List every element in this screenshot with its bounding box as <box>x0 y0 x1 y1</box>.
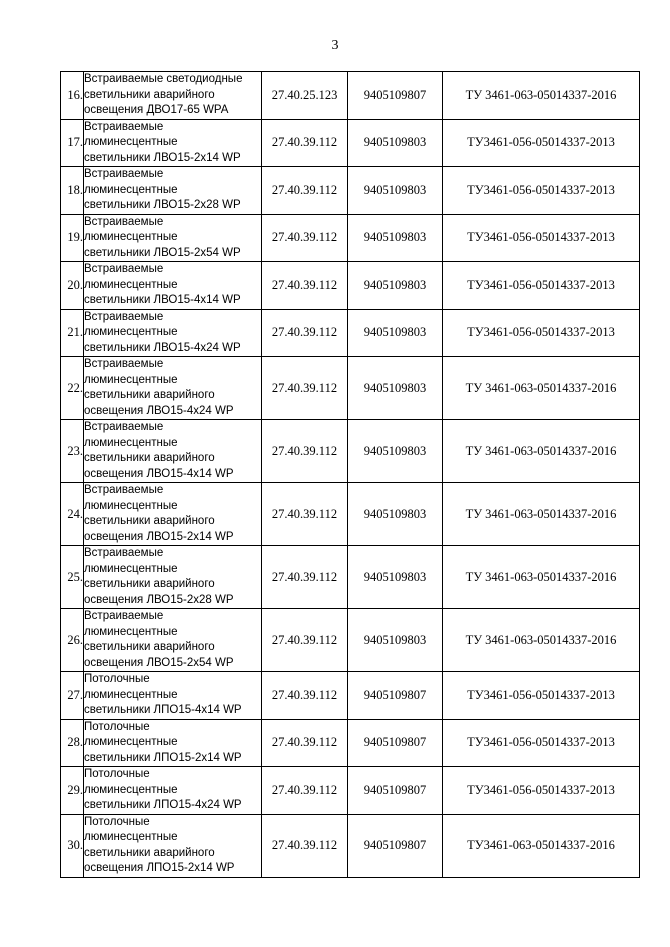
okpd-code: 27.40.39.112 <box>262 262 348 310</box>
tnved-code: 9405109807 <box>348 767 443 815</box>
product-name: Потолочные люминесцентные светильники аварийного освещения ЛПО15-2х14 WP <box>84 814 262 877</box>
table-row <box>61 262 640 310</box>
okpd-code: 27.40.39.112 <box>262 719 348 767</box>
table-row <box>61 119 640 167</box>
tu-standard: ТУ3461-056-05014337-2013 <box>443 672 640 720</box>
tu-standard: ТУ 3461-063-05014337-2016 <box>443 546 640 609</box>
table-row <box>61 546 640 609</box>
table-row <box>61 814 640 877</box>
row-number: 24. <box>61 483 84 546</box>
product-name: Встраиваемые люминесцентные светильники аварийного освещения ЛВО15-2х54 WP <box>84 609 262 672</box>
tnved-code: 9405109807 <box>348 72 443 120</box>
tnved-code: 9405109803 <box>348 420 443 483</box>
row-number: 25. <box>61 546 84 609</box>
okpd-code: 27.40.39.112 <box>262 767 348 815</box>
tu-standard: ТУ3461-056-05014337-2013 <box>443 767 640 815</box>
table-row <box>61 167 640 215</box>
products-table <box>60 71 640 878</box>
product-name: Встраиваемые светодиодные светильники аварийного освещения ДВО17-65 WPA <box>84 72 262 120</box>
okpd-code: 27.40.39.112 <box>262 546 348 609</box>
tu-standard: ТУ3461-056-05014337-2013 <box>443 719 640 767</box>
tu-standard: ТУ3461-063-05014337-2016 <box>443 814 640 877</box>
tnved-code: 9405109803 <box>348 262 443 310</box>
product-name: Встраиваемые люминесцентные светильники ЛВО15-4х24 WP <box>84 309 262 357</box>
product-name: Встраиваемые люминесцентные светильники аварийного освещения ЛВО15-4х14 WP <box>84 420 262 483</box>
product-name: Потолочные люминесцентные светильники ЛПО15-4х24 WP <box>84 767 262 815</box>
row-number: 21. <box>61 309 84 357</box>
tu-standard: ТУ 3461-063-05014337-2016 <box>443 420 640 483</box>
tu-standard: ТУ3461-056-05014337-2013 <box>443 119 640 167</box>
okpd-code: 27.40.39.112 <box>262 214 348 262</box>
table-row <box>61 214 640 262</box>
tnved-code: 9405109803 <box>348 119 443 167</box>
tu-standard: ТУ 3461-063-05014337-2016 <box>443 483 640 546</box>
okpd-code: 27.40.39.112 <box>262 814 348 877</box>
okpd-code: 27.40.39.112 <box>262 119 348 167</box>
okpd-code: 27.40.39.112 <box>262 420 348 483</box>
okpd-code: 27.40.25.123 <box>262 72 348 120</box>
row-number: 30. <box>61 814 84 877</box>
row-number: 16. <box>61 72 84 120</box>
row-number: 23. <box>61 420 84 483</box>
tnved-code: 9405109803 <box>348 357 443 420</box>
product-name: Встраиваемые люминесцентные светильники ЛВО15-4х14 WP <box>84 262 262 310</box>
tu-standard: ТУ3461-056-05014337-2013 <box>443 214 640 262</box>
table-row <box>61 309 640 357</box>
tnved-code: 9405109803 <box>348 167 443 215</box>
row-number: 26. <box>61 609 84 672</box>
tu-standard: ТУ 3461-063-05014337-2016 <box>443 357 640 420</box>
table-row <box>61 767 640 815</box>
tnved-code: 9405109803 <box>348 214 443 262</box>
page-number: 3 <box>331 38 339 53</box>
product-name: Встраиваемые люминесцентные светильники аварийного освещения ЛВО15-2х14 WP <box>84 483 262 546</box>
row-number: 22. <box>61 357 84 420</box>
tnved-code: 9405109803 <box>348 609 443 672</box>
row-number: 17. <box>61 119 84 167</box>
tnved-code: 9405109803 <box>348 309 443 357</box>
product-name: Встраиваемые люминесцентные светильники аварийного освещения ЛВО15-2х28 WP <box>84 546 262 609</box>
product-name: Потолочные люминесцентные светильники ЛПО15-4х14 WP <box>84 672 262 720</box>
tnved-code: 9405109807 <box>348 719 443 767</box>
row-number: 28. <box>61 719 84 767</box>
tnved-code: 9405109807 <box>348 814 443 877</box>
table-row <box>61 719 640 767</box>
okpd-code: 27.40.39.112 <box>262 609 348 672</box>
table-row <box>61 420 640 483</box>
row-number: 18. <box>61 167 84 215</box>
product-name: Встраиваемые люминесцентные светильники ЛВО15-2х14 WP <box>84 119 262 167</box>
okpd-code: 27.40.39.112 <box>262 167 348 215</box>
row-number: 20. <box>61 262 84 310</box>
row-number: 29. <box>61 767 84 815</box>
product-name: Встраиваемые люминесцентные светильники ЛВО15-2х54 WP <box>84 214 262 262</box>
row-number: 27. <box>61 672 84 720</box>
product-name: Потолочные люминесцентные светильники ЛПО15-2х14 WP <box>84 719 262 767</box>
product-name: Встраиваемые люминесцентные светильники аварийного освещения ЛВО15-4х24 WP <box>84 357 262 420</box>
table-row <box>61 672 640 720</box>
tu-standard: ТУ3461-056-05014337-2013 <box>443 309 640 357</box>
tu-standard: ТУ3461-056-05014337-2013 <box>443 262 640 310</box>
table-row <box>61 609 640 672</box>
table-row <box>61 483 640 546</box>
tnved-code: 9405109803 <box>348 546 443 609</box>
okpd-code: 27.40.39.112 <box>262 483 348 546</box>
tu-standard: ТУ3461-056-05014337-2013 <box>443 167 640 215</box>
okpd-code: 27.40.39.112 <box>262 309 348 357</box>
row-number: 19. <box>61 214 84 262</box>
tu-standard: ТУ 3461-063-05014337-2016 <box>443 72 640 120</box>
table-row <box>61 72 640 120</box>
tu-standard: ТУ 3461-063-05014337-2016 <box>443 609 640 672</box>
okpd-code: 27.40.39.112 <box>262 672 348 720</box>
tnved-code: 9405109803 <box>348 483 443 546</box>
tnved-code: 9405109807 <box>348 672 443 720</box>
table-row <box>61 357 640 420</box>
okpd-code: 27.40.39.112 <box>262 357 348 420</box>
product-name: Встраиваемые люминесцентные светильники ЛВО15-2х28 WP <box>84 167 262 215</box>
